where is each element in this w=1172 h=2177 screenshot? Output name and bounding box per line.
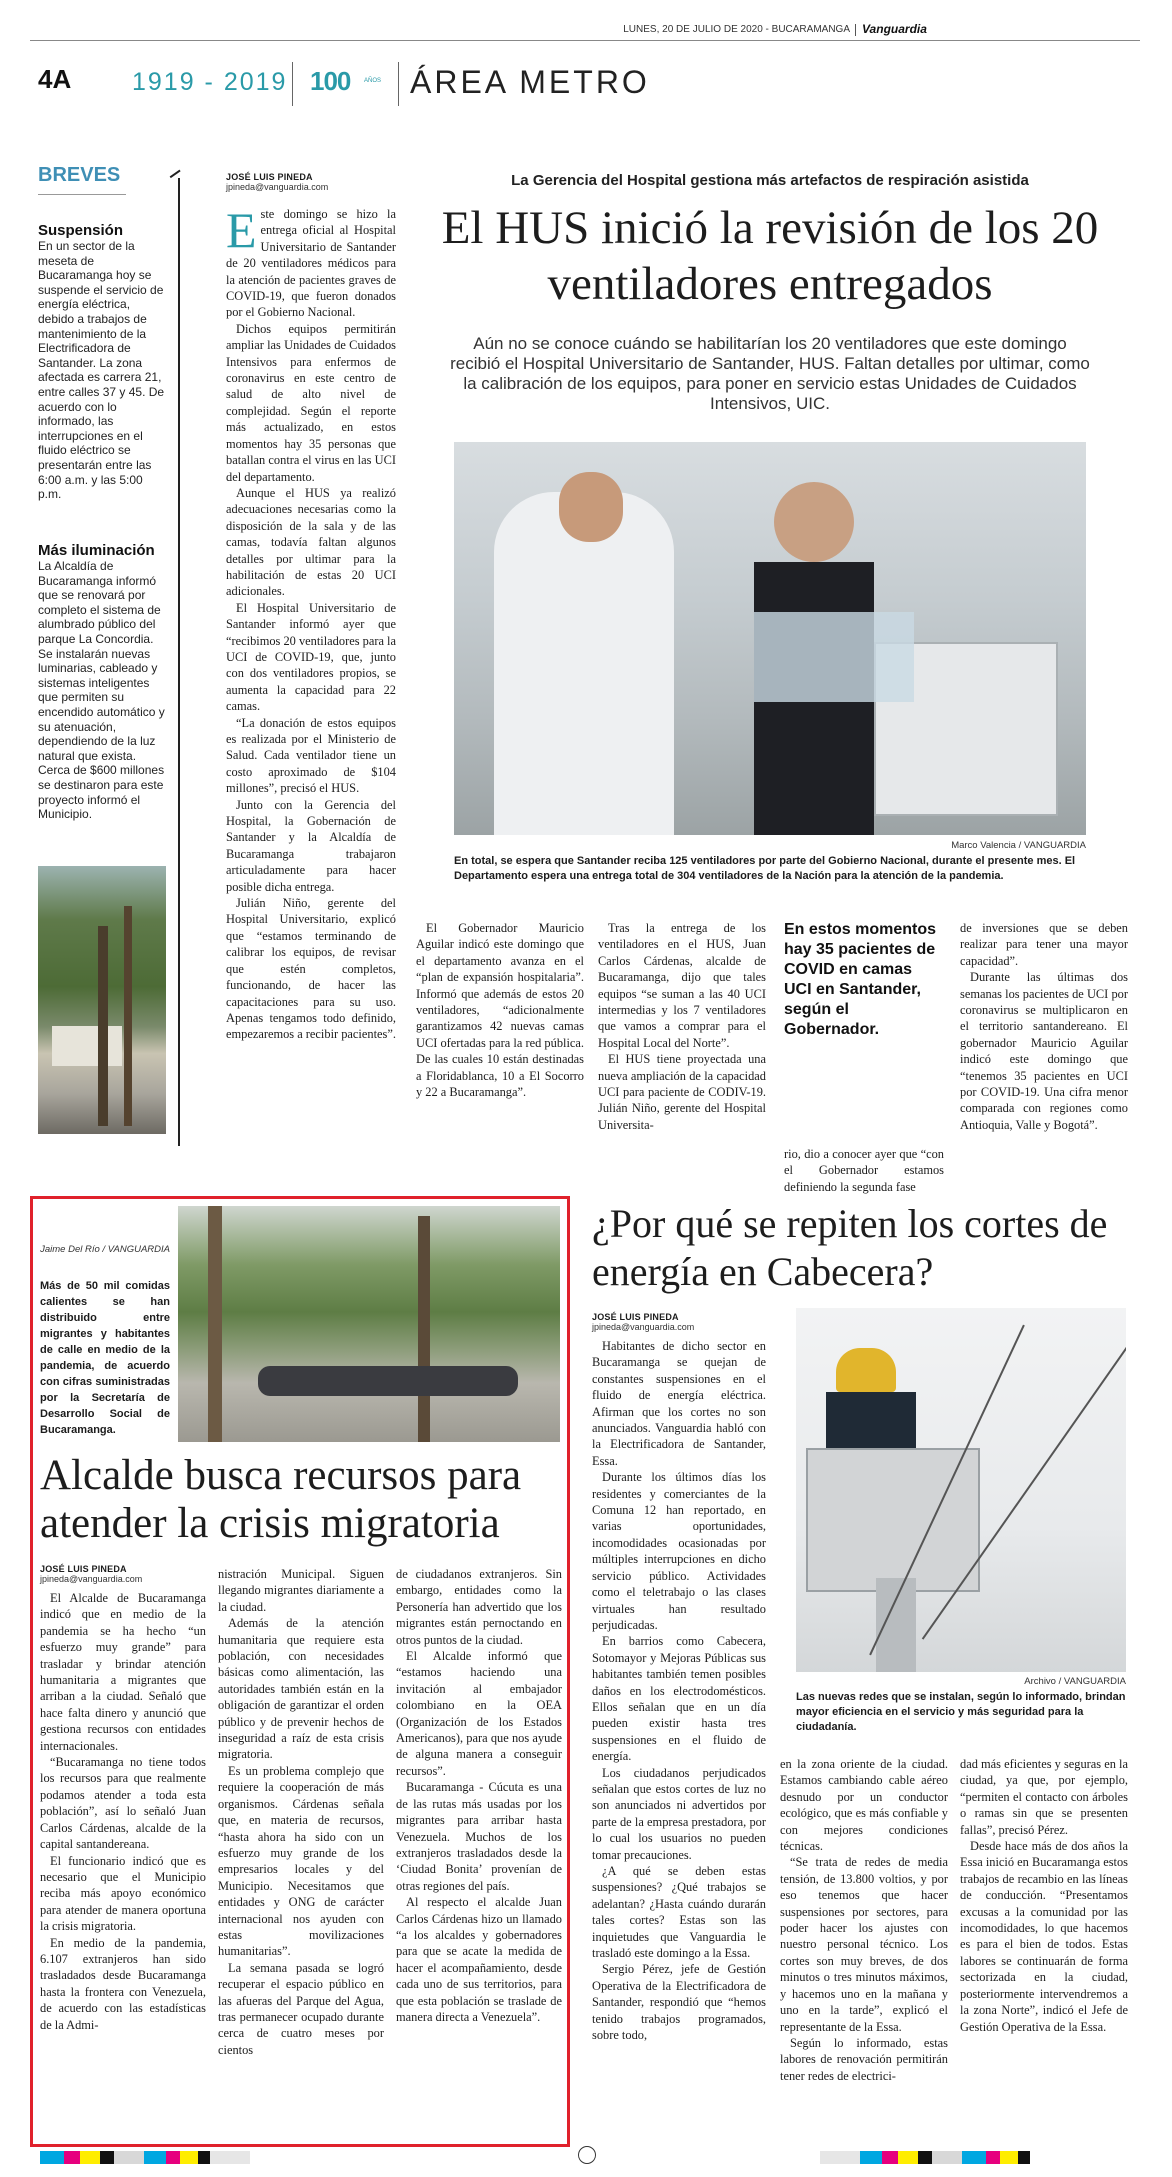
migrant-photo-credit: Jaime Del Río / VANGUARDIA	[40, 1244, 170, 1255]
date-line: LUNES, 20 DE JULIO DE 2020 - BUCARAMANGA	[623, 24, 850, 35]
registration-mark-icon	[578, 2146, 596, 2164]
paragraph: de inversiones que se deben realizar para tener una mayor capacidad”.	[960, 921, 1128, 968]
power-column-3	[960, 1756, 1128, 2035]
drop-cap-paragraph	[226, 202, 396, 321]
briefs-rule-top	[38, 194, 126, 195]
header-divider-1	[292, 62, 293, 106]
main-column-2	[416, 920, 584, 1100]
main-byline	[226, 172, 328, 192]
anniversary-word: AÑOS	[364, 78, 382, 84]
briefs-photo-park	[38, 866, 166, 1134]
brand-logo: Vanguardia	[862, 22, 927, 36]
paragraph: En medio de la pandemia, 6.107 extranjeros han sido trasladados desde Bucaramanga hasta la frontera con Venezuela, de acuerdo con las estadísticas de la Admi-	[40, 1935, 206, 2032]
power-headline: ¿Por qué se repiten los cortes de energía en Cabecera?	[592, 1201, 1108, 1294]
paragraph: Además de la atención humanitaria que requiere esta población, con necesidades básicas como alimentación, las autoridades también están en la obligación de garantizar el orden público y de prevenir hechos de inseguridad a raíz de esta crisis migratoria.	[218, 1616, 384, 1762]
main-kicker: La Gerencia del Hospital gestiona más artefactos de respiración asistida	[511, 172, 1029, 189]
drop-cap: E	[226, 202, 257, 258]
pull-quote: En estos momentos hay 35 pacientes de COVID en camas UCI en Santander, según el Gobernador.	[784, 921, 937, 1038]
main-photo-hospital	[454, 442, 1086, 835]
paragraph: Al respecto el alcalde Juan Carlos Cárdenas hizo un llamado “a los alcaldes y gobernadores para que se acate la medida de hacer el acompañamiento, desde cada uno de sus territorios, para que esta población se traslade de manera directa a Venezuela”.	[396, 1895, 562, 2024]
brief-heading: Suspensión	[38, 222, 124, 239]
page-number: 4A	[38, 64, 72, 94]
paragraph: “Se trata de redes de media tensión, de 13.800 voltios, y por eso tenemos que hacer suspensiones por sectores, para poder hacer los ajustes con nuestro personal técnico. Los cortes son muy breves, de dos minutos o tres minutos máximos, y hacemos uno en la mañana y uno en la tarde”, explicó el representante de la Essa.	[780, 1855, 948, 2034]
paragraph: Durante las últimas dos semanas los pacientes de UCI por coronavirus se multiplicaron en el territorio santandereano. El gobernador Mauricio Aguilar indicó este domingo que “tenemos 35 pacientes en UCI por COVID-19. Una cifra menor comparada con regiones como Antioquia, Valle y Bogotá”.	[960, 970, 1128, 1132]
byline-name: JOSÉ LUIS PINEDA	[40, 1564, 127, 1574]
byline-email: jpineda@vanguardia.com	[226, 182, 329, 192]
power-photo-caption: Las nuevas redes que se instalan, según lo informado, brindan mayor eficiencia en el servicio y más seguridad para la ciudadanía.	[796, 1691, 1126, 1733]
paragraph: Bucaramanga - Cúcuta es una de las rutas más usadas por los migrantes para arribar hasta Venezuela. Muchos de los extranjeros trasladados desde la ‘Ciudad Bonita’ provenían de otras regiones del país.	[396, 1780, 562, 1893]
paragraph: Julián Niño, gerente del Hospital Universitario, explicó que “estamos terminando de calibrar los equipos, de revisar que estén completos, funcionando, de hacer las capacitaciones para su uso. Apenas tengamos todo definido, empezaremos a recibir pacientes”.	[226, 896, 396, 1042]
main-column-1	[226, 202, 396, 1043]
briefs-title: BREVES	[38, 164, 121, 186]
main-headline: El HUS inició la revisión de los 20 ventiladores entregados	[441, 202, 1099, 310]
power-byline	[592, 1312, 694, 1332]
paragraph: Desde hace más de dos años la Essa inició en Bucaramanga estos trabajos de recambio en las líneas de conducción. “Presentamos excusas a la comunidad por las incomodidades, lo que hacemos es para el bien de todos. Estas labores se continuarán de forma sectorizada en la ciudad, posteriormente intervendremos a la zona Norte”, indicó el Jefe de Gestión Operativa de la Essa.	[960, 1839, 1128, 2034]
section-title: ÁREA METRO	[410, 64, 650, 100]
paragraph: rio, dio a conocer ayer que “con el Gobernador estamos definiendo la segunda fase	[784, 1147, 944, 1194]
main-photo-credit: Marco Valencia / VANGUARDIA	[951, 840, 1086, 851]
paragraph: El funcionario indicó que es necesario que el Municipio reciba más apoyo económico para atender de manera oportuna la crisis migratoria.	[40, 1853, 206, 1934]
brief-item-2	[38, 542, 166, 822]
migrant-photo-caption: Más de 50 mil comidas calientes se han distribuido entre migrantes y habitantes de calle en medio de la pandemia, de acuerdo con cifras suministradas por la Secretaría de Desarrollo Social de Bucaramanga.	[40, 1280, 170, 1436]
power-column-2	[780, 1756, 948, 2084]
brief-text: La Alcaldía de Bucaramanga informó que se renovará por completo el sistema de alumbrado público del parque La Concordia. Se instalarán nuevas luminarias, cableado y sistemas inteligentes que permiten su encendido automático y su atenuación, dependiendo de la luz natural que exista. Cerca de $600 millones se destinaron para este proyecto informó el Municipio.	[38, 559, 165, 822]
paragraph: El HUS tiene proyectada una nueva ampliación de la capacidad UCI para paciente de CODIV-19. Julián Niño, gerente del Hospital Universita-	[598, 1052, 766, 1132]
paragraph: Según lo informado, estas labores de renovación permitirán tener redes de electrici-	[780, 2035, 948, 2083]
paragraph: “Bucaramanga no tiene todos los recursos para que realmente podamos atender a toda esta población”, así lo señaló Juan Carlos Cárdenas, alcalde de la capital santandereana.	[40, 1755, 206, 1852]
main-column-3	[598, 920, 766, 1133]
paragraph: Junto con la Gerencia del Hospital, la Gobernación de Santander y la Alcaldía de Bucaramanga trabajaron articuladamente para hacer posible dicha entrega.	[226, 797, 396, 894]
paragraph: Dichos equipos permitirán ampliar las Unidades de Cuidados Intensivos para enfermos de coronavirus en este centro de salud de alto nivel de complejidad. Según el reporte más actualizado, en estos momentos hay 35 personas que batallan contra el virus en las UCI del departamento.	[226, 321, 396, 484]
byline-email: jpineda@vanguardia.com	[40, 1574, 143, 1584]
paragraph: El Alcalde de Bucaramanga indicó que en medio de la pandemia se ha hecho “un esfuerzo muy grande” para trasladar y brindar atención humanitaria a migrantes que arriban a la ciudad. Señaló que hace falta dinero y anunció que gestiona recursos con entidades internacionales.	[40, 1591, 206, 1753]
paragraph: La semana pasada se logró recuperar el espacio público en las afueras del Parque del Agua, tras permanecer ocupado durante cerca de cuatro meses por cientos	[218, 1960, 384, 2057]
brief-text: En un sector de la meseta de Bucaramanga hoy se suspende el servicio de energía eléctrica, debido a trabajos de mantenimiento de la Electrificadora de Santander. La zona afectada es carrera 21, entre calles 37 y 45. De acuerdo con lo informado, las interrupciones en el fluido eléctrico se presentarán entre las 6:00 a.m. y las 5:00 p.m.	[38, 239, 165, 502]
paragraph: Habitantes de dicho sector en Bucaramanga se quejan de constantes suspensiones en el fluido de energía eléctrica. Afirman que los cortes no son anunciados. Vanguardia habló con la Electrificadora de Santander, Essa.	[592, 1339, 766, 1468]
paragraph: Durante los últimos días los residentes y comerciantes de la Comuna 12 han reportado, en varias oportunidades, incomodidades ocasionadas por múltiples interrupciones en dicho servicio público. Actividades como el teletrabajo o las clases virtuales han resultado perjudicadas.	[592, 1470, 766, 1632]
byline-email: jpineda@vanguardia.com	[592, 1322, 695, 1332]
briefs-vertical-rule	[178, 178, 180, 1146]
main-column-4	[784, 1146, 944, 1195]
byline-name: JOSÉ LUIS PINEDA	[592, 1312, 679, 1322]
paragraph: Aunque el HUS ya realizó adecuaciones necesarias como la disposición de la sala y de las camas, todavía faltan algunos detalles por ultimar para la habilitación de estas 20 UCI adicionales.	[226, 485, 396, 599]
color-bar-right	[820, 2150, 1120, 2164]
brand-separator	[855, 24, 856, 36]
header-rule	[30, 40, 1140, 41]
main-deck: Aún no se conoce cuándo se habilitarían los 20 ventiladores que este domingo recibió el Hospital Universitario de Santander, HUS. Faltan detalles por ultimar, como la calibración de los equipos, para poner en servicio estas Unidades de Cuidados Intensivos, UIC.	[450, 334, 1090, 413]
paragraph: ¿A qué se deben estas suspensiones? ¿Qué trabajos se adelantan? ¿Hasta cuándo durarán tales cortes? Estas son las inquietudes que Vanguardia le trasladó este domingo a la Essa.	[592, 1864, 766, 1961]
brief-heading: Más iluminación	[38, 542, 155, 559]
brief-item-1	[38, 222, 166, 502]
paragraph: nistración Municipal. Siguen llegando migrantes diariamente a la ciudad.	[218, 1567, 384, 1614]
byline-name: JOSÉ LUIS PINEDA	[226, 172, 313, 182]
paragraph: dad más eficientes y seguras en la ciudad, ya que, por ejemplo, “permiten el contacto con árboles o ramas sin que se presenten fallas”, precisó Pérez.	[960, 1757, 1128, 1837]
years-range: 1919 - 2019	[132, 68, 288, 96]
migrant-headline: Alcalde busca recursos para atender la crisis migratoria	[40, 1452, 522, 1547]
paragraph: Es un problema complejo que requiere la cooperación de más organismos. Cárdenas señala que, en materia de recursos, “hasta ahora ha sido con un esfuerzo muy grande de los empresarios locales y del Municipio. Necesitamos que entidades y ONG de carácter internacional nos ayuden con estas movilizaciones humanitarias”.	[218, 1763, 384, 1959]
paragraph: Tras la entrega de los ventiladores en el HUS, Juan Carlos Cárdenas, alcalde de Bucaramanga, dijo que tales equipos “se suman a las 40 UCI intermedias y los 7 ventiladores que vamos a comprar para el Hospital Local del Norte”.	[598, 921, 766, 1050]
paragraph: El Hospital Universitario de Santander informó ayer que “recibimos 20 ventiladores para la UCI de COVID-19, que, junto con dos ventiladores propios, se aumenta la capacidad para 22 camas.	[226, 600, 396, 714]
main-photo-caption: En total, se espera que Santander reciba 125 ventiladores por parte del Gobierno Nacional, durante el presente mes. El Departamento espera una entrega total de 304 ventiladores de la Nación para la atención de la pandemia.	[454, 855, 1076, 882]
paragraph: El Gobernador Mauricio Aguilar indicó este domingo que el departamento avanza en el “plan de expansión hospitalaria”. Informó que además de estos 20 ventiladores, “adicionalmente garantizamos 42 nuevas camas UCI ofertadas para la red pública. De las cuales 10 están destinadas a Floridablanca, 10 a El Socorro y 22 a Bucaramanga”.	[416, 921, 584, 1100]
power-photo-credit: Archivo / VANGUARDIA	[1024, 1676, 1126, 1687]
power-photo-lineworker	[796, 1308, 1126, 1672]
migrant-byline	[40, 1564, 142, 1584]
paragraph: Los ciudadanos perjudicados señalan que estos cortes de luz no son anunciados ni advertidos por parte de la empresa prestadora, por lo cual los usuarios no pueden tomar precauciones.	[592, 1765, 766, 1862]
migrant-column-1	[40, 1590, 206, 2033]
header-divider-2	[398, 62, 399, 106]
migrant-column-2	[218, 1566, 384, 2058]
paragraph: de ciudadanos extranjeros. Sin embargo, entidades como la Personería han advertido que los migrantes están pernoctando en otros puntos de la ciudad.	[396, 1567, 562, 1647]
migrant-column-3	[396, 1566, 562, 2025]
paragraph: “La donación de estos equipos es realizada por el Ministerio de Salud. Cada ventilador tiene un costo aproximado de $104 millones”, precisó el HUS.	[226, 715, 396, 796]
power-column-1	[592, 1338, 766, 2043]
color-bar-left	[40, 2150, 300, 2164]
anniversary-logo: 100	[310, 66, 351, 96]
paragraph: En barrios como Cabecera, Sotomayor y Mejoras Públicas sus habitantes también temen posibles daños en los electrodomésticos. Ellos señalan que en un día pueden existir hasta tres suspensiones en el fluido de energía.	[592, 1634, 766, 1764]
migrant-photo-park	[178, 1206, 560, 1442]
paragraph: en la zona oriente de la ciudad. Estamos cambiando cable aéreo desnudo por un conductor ecológico, que es más confiable y con mejores condiciones técnicas.	[780, 1757, 948, 1854]
paragraph: El Alcalde informó que “estamos haciendo una invitación al embajador colombiano en la OEA (Organización de los Estados Americanos), para que nos ayude de alguna manera a conseguir recursos”.	[396, 1649, 562, 1778]
paragraph: ste domingo se hizo la entrega oficial al Hospital Universitario de Santander de 20 ventiladores médicos para la atención de pacientes graves de COVID-19, que fueron donados por el Gobierno Nacional.	[226, 207, 396, 320]
paragraph: Sergio Pérez, jefe de Gestión Operativa de la Electrificadora de Santander, respondió que “hemos tenido trabajos programados, sobre todo,	[592, 1962, 766, 2043]
main-column-5	[960, 920, 1128, 1133]
